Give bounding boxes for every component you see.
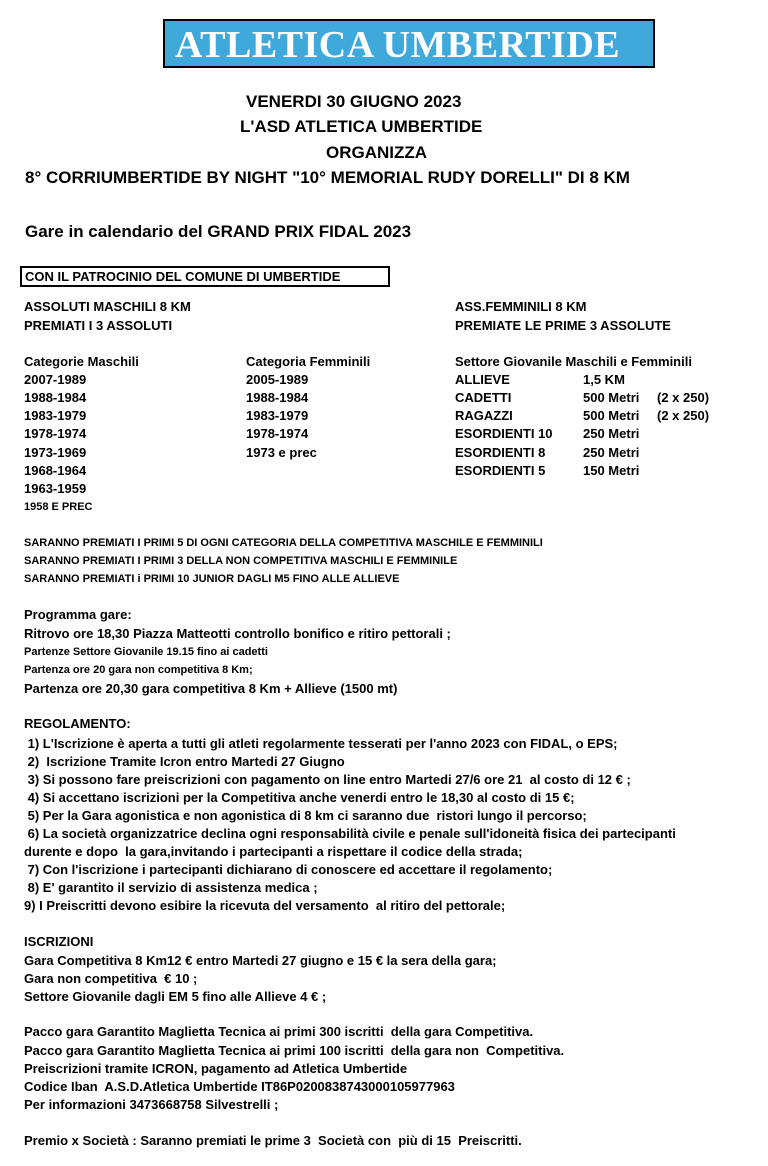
cat-femminile: 1973 e prec [246,445,317,460]
cat-maschile: 2007-1989 [24,372,87,387]
premiazione-line: SARANNO PREMIATI I PRIMI 5 DI OGNI CATEGORIA DELLA COMPETITIVA MASCHILE E FEMMINILI [24,537,543,549]
regolamento-item: 3) Si possono fare preiscrizioni con pagamento on line entro Martedi 27/6 ore 21 al costo di 12 € ; [24,772,631,787]
info-line: Pacco gara Garantito Maglietta Tecnica ai primi 300 iscritti della gara Competitiva. [24,1024,534,1039]
assoluti-femminili-title: ASS.FEMMINILI 8 KM [455,299,587,314]
regolamento-title: REGOLAMENTO: [24,716,131,731]
iscrizioni-item: Settore Giovanile dagli EM 5 fino alle Allieve 4 € ; [24,989,327,1004]
premiazione-line: SARANNO PREMIATI i PRIMI 10 JUNIOR DAGLI M5 FINO ALLE ALLIEVE [24,573,400,585]
regolamento-item: 1) L'Iscrizione è aperta a tutti gli atleti regolarmente tesserati per l'anno 2023 con FIDAL, o EPS; [24,736,618,751]
regolamento-item: 9) I Preiscritti devono esibire la ricevuta del versamento al ritiro del pettorale; [24,898,506,913]
programma-non-comp: Partenza ore 20 gara non competitiva 8 Km; [24,664,253,676]
giovanile-cat: RAGAZZI [455,408,513,423]
giovanile-dist: 250 Metri [583,426,640,441]
grand-prix-note: Gare in calendario del GRAND PRIX FIDAL 2023 [25,222,412,241]
iban-line: Codice Iban A.S.D.Atletica Umbertide IT86P0200838743000105977963 [24,1079,455,1094]
organizer: L'ASD ATLETICA UMBERTIDE [240,117,483,136]
cat-femminile: 1978-1974 [246,426,309,441]
regolamento-item: 7) Con l'iscrizione i partecipanti dichiarano di conoscere ed accettare il regolamento; [24,862,553,877]
banner-title: ATLETICA UMBERTIDE [175,24,621,66]
categorie-maschili-header: Categorie Maschili [24,354,139,369]
banner-divider [653,21,655,66]
assoluti-maschili-title: ASSOLUTI MASCHILI 8 KM [24,299,191,314]
giovanile-dist: 500 Metri [583,390,640,405]
programma-comp: Partenza ore 20,30 gara competitiva 8 Km + Allieve (1500 mt) [24,681,398,696]
premio-societa: Premio x Società : Saranno premiati le prime 3 Società con più di 15 Preiscritti. [24,1133,522,1148]
giovanile-dist: 250 Metri [583,445,640,460]
giovanile-cat: ALLIEVE [455,372,510,387]
cat-maschile-last: 1958 E PREC [24,501,93,513]
regolamento-item: 2) Iscrizione Tramite Icron entro Martedi 27 Giugno [24,754,345,769]
cat-maschile: 1983-1979 [24,408,87,423]
assoluti-femminili-sub: PREMIATE LE PRIME 3 ASSOLUTE [455,318,671,333]
title-banner [163,19,655,68]
giovanile-dist: 500 Metri [583,408,640,423]
cat-maschile: 1963-1959 [24,481,87,496]
giovanile-cat: ESORDIENTI 8 [455,445,546,460]
settore-giovanile-header: Settore Giovanile Maschili e Femminili [455,354,692,369]
organizza-label: ORGANIZZA [326,143,428,162]
contact-line: Per informazioni 3473668758 Silvestrelli ; [24,1097,279,1112]
iscrizioni-item: Gara non competitiva € 10 ; [24,971,198,986]
event-date: VENERDI 30 GIUGNO 2023 [246,92,462,111]
premiazione-line: SARANNO PREMIATI I PRIMI 3 DELLA NON COMPETITIVA MASCHILI E FEMMINILE [24,555,458,567]
cat-femminile: 2005-1989 [246,372,309,387]
regolamento-item: 6) La società organizzatrice declina ogni responsabilità civile e penale sull'idoneità fisica dei partecipanti [24,826,676,841]
categorie-femminili-header: Categoria Femminili [246,354,371,369]
info-line: Pacco gara Garantito Maglietta Tecnica ai primi 100 iscritti della gara non Competitiva. [24,1043,565,1058]
cat-maschile: 1988-1984 [24,390,87,405]
regolamento-item: durente e dopo la gara,invitando i partecipanti a rispettare il codice della strada; [24,844,523,859]
programma-ritrovo: Ritrovo ore 18,30 Piazza Matteotti controllo bonifico e ritiro pettorali ; [24,626,451,641]
iscrizioni-title: ISCRIZIONI [24,934,94,949]
giovanile-cat: CADETTI [455,390,512,405]
patrocinio-text: CON IL PATROCINIO DEL COMUNE DI UMBERTIDE [25,269,341,284]
cat-maschile: 1968-1964 [24,463,87,478]
giovanile-extra: (2 x 250) [657,390,710,405]
cat-femminile: 1983-1979 [246,408,309,423]
iscrizioni-item: Gara Competitiva 8 Km12 € entro Martedi 27 giugno e 15 € la sera della gara; [24,953,497,968]
giovanile-dist: 150 Metri [583,463,640,478]
patrocinio-box [20,266,390,287]
programma-giovanile: Partenze Settore Giovanile 19.15 fino ai cadetti [24,646,268,658]
giovanile-extra: (2 x 250) [657,408,710,423]
cat-femminile: 1988-1984 [246,390,309,405]
cat-maschile: 1973-1969 [24,445,87,460]
regolamento-item: 8) E' garantito il servizio di assistenza medica ; [24,880,318,895]
regolamento-item: 5) Per la Gara agonistica e non agonistica di 8 km ci saranno due ristori lungo il percorso; [24,808,587,823]
cat-maschile: 1978-1974 [24,426,87,441]
giovanile-dist: 1,5 KM [583,372,625,387]
assoluti-maschili-sub: PREMIATI I 3 ASSOLUTI [24,318,173,333]
programma-title: Programma gare: [24,607,132,622]
regolamento-item: 4) Si accettano iscrizioni per la Competitiva anche venerdi entro le 18,30 al costo di 15 €; [24,790,575,805]
giovanile-cat: ESORDIENTI 10 [455,426,553,441]
event-name: 8° CORRIUMBERTIDE BY NIGHT "10° MEMORIAL RUDY DORELLI" DI 8 KM [25,168,630,187]
giovanile-cat: ESORDIENTI 5 [455,463,546,478]
info-line: Preiscrizioni tramite ICRON, pagamento ad Atletica Umbertide [24,1061,408,1076]
